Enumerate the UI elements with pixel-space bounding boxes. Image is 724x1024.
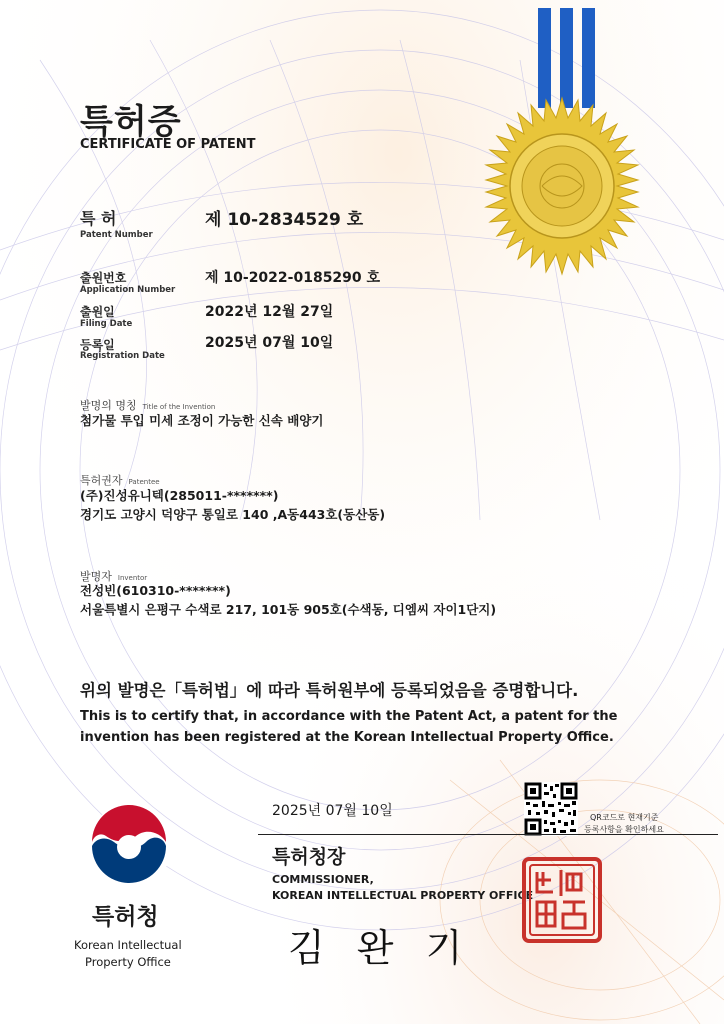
inventor-label-en: Inventor (117, 574, 148, 582)
qr-caption-line2: 등록사항을 확인하세요 (584, 825, 664, 834)
qr-caption-line1: QR코드로 현재기준 (590, 813, 659, 822)
issue-date: 2025년 07월 10일 (272, 803, 393, 819)
application-number-label-en: Application Number (80, 285, 176, 295)
patentee-label-en: Patentee (128, 478, 160, 486)
registration-date-value: 2025년 07월 10일 (205, 335, 334, 351)
signature-divider (258, 834, 718, 835)
commissioner-title-en-1: COMMISSIONER, (272, 873, 374, 886)
application-number-value: 제 10-2022-0185290 호 (205, 270, 381, 286)
invention-title: 첨가물 투입 미세 조정이 가능한 신속 배양기 (80, 413, 324, 428)
ribbon-stripe-1 (538, 8, 551, 108)
inventor-address: 서울특별시 은평구 수색로 217, 101동 905호(수색동, 디엠씨 자이1단지) (80, 602, 497, 617)
patent-number-value: 제 10-2834529 호 (205, 210, 364, 230)
invention-label-ko: 발명의 명칭 (80, 399, 137, 412)
inventor-name: 전성빈(610310-*******) (80, 583, 231, 598)
patent-number-label: 특 허 (80, 209, 117, 228)
patentee-name: (주)진성유니텍(285011-*******) (80, 488, 279, 503)
patentee-address: 경기도 고양시 덕양구 통일로 140 ,A동443호(동산동) (80, 507, 386, 522)
invention-label-en: Title of the Invention (142, 403, 216, 411)
certification-korean: 위의 발명은「특허법」에 따라 특허원부에 등록되었음을 증명합니다. (80, 681, 579, 700)
filing-date-value: 2022년 12월 27일 (205, 304, 334, 320)
registration-date-label: 등록일 (80, 338, 115, 352)
certificate-title-english: CERTIFICATE OF PATENT (80, 137, 256, 152)
office-name-en-2: Property Office (85, 955, 171, 969)
filing-date-label-en: Filing Date (80, 319, 133, 329)
commissioner-title-en-2: KOREAN INTELLECTUAL PROPERTY OFFICE (272, 889, 534, 902)
patentee-label-ko: 특허권자 (80, 474, 123, 487)
gold-seal-icon (472, 96, 652, 276)
ribbon-stripe-2 (560, 8, 573, 108)
official-stamp-icon (521, 856, 603, 944)
certification-english: This is to certify that, in accordance with the Patent Act, a patent for the invention has been registered at the Korean Intellectual Property Office. (80, 709, 618, 745)
kipo-logo-icon (84, 802, 174, 892)
certificate-title-korean: 특허증 (80, 102, 182, 142)
office-name-ko: 특허청 (92, 904, 159, 930)
registration-date-label-en: Registration Date (80, 351, 165, 361)
commissioner-title-ko: 특허청장 (272, 846, 346, 868)
qr-code-icon[interactable] (524, 782, 578, 836)
patent-number-label-en: Patent Number (80, 230, 153, 240)
inventor-label-ko: 발명자 (80, 570, 112, 583)
application-number-label: 출원번호 (80, 271, 127, 285)
office-name-en-1: Korean Intellectual (74, 938, 182, 952)
filing-date-label: 출원일 (80, 305, 115, 319)
ribbon-stripe-3 (582, 8, 595, 108)
commissioner-signature: 김 완 기 (288, 926, 473, 970)
